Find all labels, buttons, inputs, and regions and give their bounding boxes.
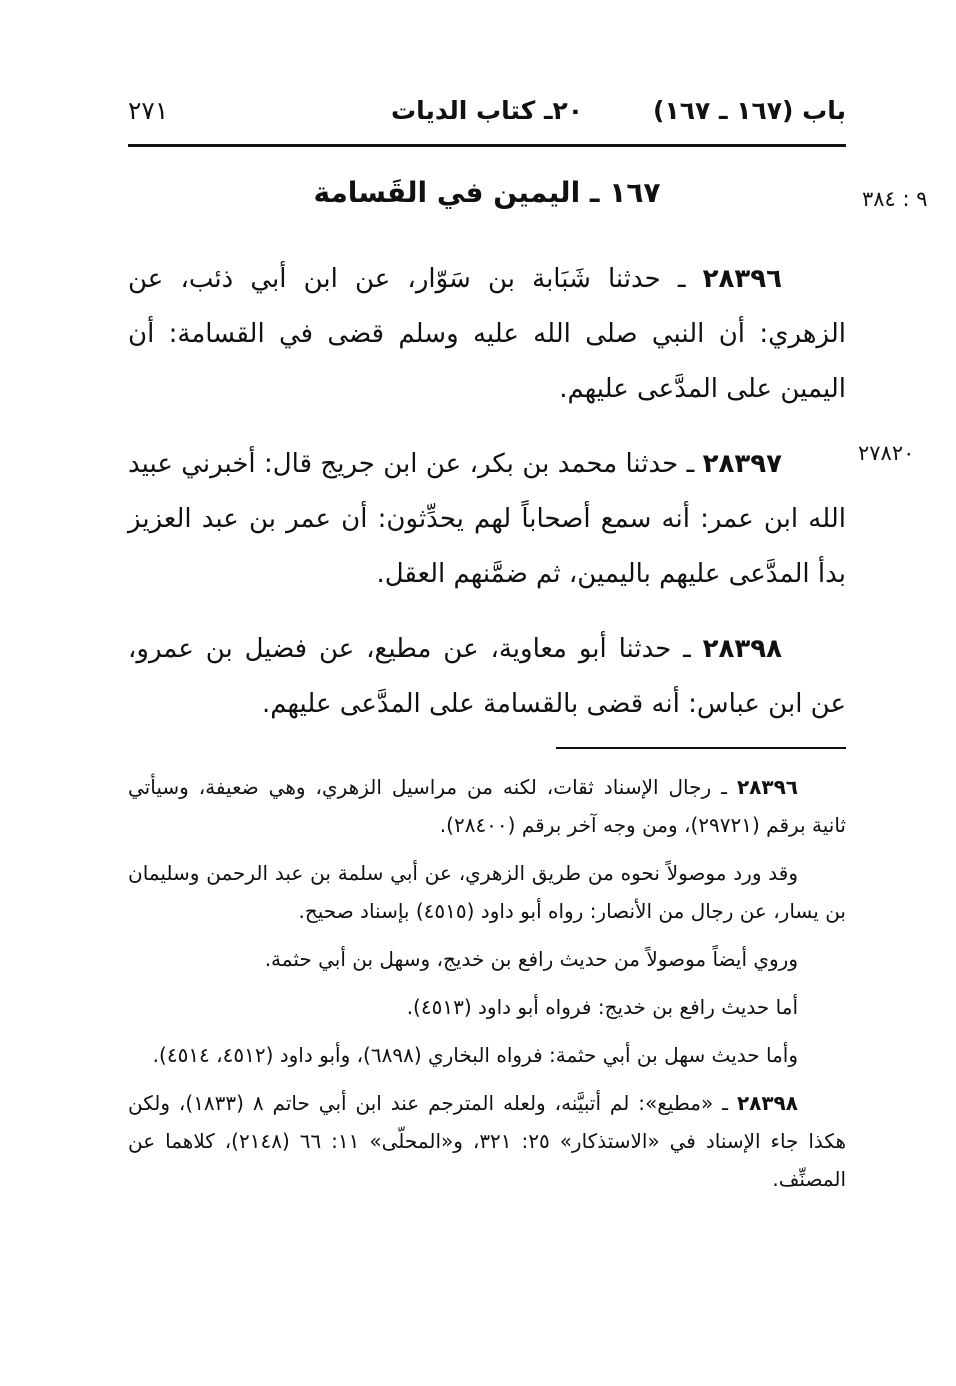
- hadith-paragraph: [128, 622, 846, 732]
- margin-reference-title: ٩ : ٣٨٤: [862, 187, 928, 211]
- footnote: [128, 768, 846, 844]
- footnote-text: وقد ورد موصولاً نحوه من طريق الزهري، عن أبي سلمة بن عبد الرحمن وسليمان بن يسار، عن رجال من الأنصار: رواه أبو داود (٤٥١٥) بإسناد صحيح.: [128, 861, 846, 923]
- margin-reference-hadith: ٢٧٨٢٠: [858, 441, 915, 465]
- footnote: [128, 1036, 846, 1074]
- footnote-text: ـ رجال الإسناد ثقات، لكنه من مراسيل الزهري، وهي ضعيفة، وسيأتي ثانية برقم (٢٩٧٢١)، ومن وجه آخر برقم (٢٨٤٠٠).: [128, 775, 846, 837]
- footnote: [128, 988, 846, 1026]
- hadith-number: ٢٨٣٩٦: [702, 264, 782, 294]
- hadith-paragraph: [128, 252, 846, 417]
- footnote-text: وروي أيضاً موصولاً من حديث رافع بن خديج، وسهل بن أبي حثمة.: [264, 947, 798, 971]
- footnote-number: ٢٨٣٩٨: [736, 1091, 798, 1115]
- running-header: [128, 96, 846, 144]
- hadith-text: ـ حدثنا شَبَابة بن سَوّار، عن ابن أبي ذئب، عن الزهري: أن النبي صلى الله عليه وسلم قضى في القسامة: أن اليمين على المدَّعى عليهم.: [128, 264, 846, 404]
- footnote-text: أما حديث رافع بن خديج: فرواه أبو داود (٤٥١٣).: [406, 995, 798, 1019]
- footnote-separator: [556, 747, 846, 749]
- hadith-text: ـ حدثنا محمد بن بكر، عن ابن جريج قال: أخبرني عبيد الله ابن عمر: أنه سمع أصحاباً لهم يحدِّثون: أن عمر بن عبد العزيز بدأ المدَّعى عليهم باليمين، ثم ضمَّنهم العقل.: [128, 449, 846, 589]
- footnotes: [128, 768, 846, 1208]
- footnote-number: ٢٨٣٩٦: [736, 775, 798, 799]
- chapter-title: ١٦٧ ـ اليمين في القَسامة: [313, 176, 661, 209]
- footnote: [128, 854, 846, 930]
- main-text: [128, 252, 846, 752]
- header-book-title: ٢٠ـ كتاب الديات: [390, 96, 584, 125]
- hadith-number: ٢٨٣٩٧: [702, 449, 782, 479]
- footnote-text: ـ «مطيع»: لم أتبيَّنه، ولعله المترجم عند ابن أبي حاتم ٨ (١٨٣٣)، ولكن هكذا جاء الإسناد في «الاستذكار» ٢٥: ٣٢١، و«المحلّى» ١١: ٦٦ (٢١٤٨)، كلاهما عن المصنِّف.: [128, 1091, 846, 1191]
- footnote-text: وأما حديث سهل بن أبي حثمة: فرواه البخاري (٦٨٩٨)، وأبو داود (٤٥١٢، ٤٥١٤).: [152, 1043, 798, 1067]
- page-number: ٢٧١: [128, 96, 169, 125]
- footnote: [128, 1084, 846, 1198]
- hadith-number: ٢٨٣٩٨: [702, 634, 782, 664]
- hadith-paragraph: [128, 437, 846, 602]
- hadith-text: ـ حدثنا أبو معاوية، عن مطيع، عن فضيل بن عمرو، عن ابن عباس: أنه قضى بالقسامة على المدَّعى عليهم.: [128, 634, 846, 719]
- header-rule: [128, 144, 846, 147]
- header-chapter: باب (١٦٧ ـ ١٦٧): [653, 96, 846, 125]
- footnote: [128, 940, 846, 978]
